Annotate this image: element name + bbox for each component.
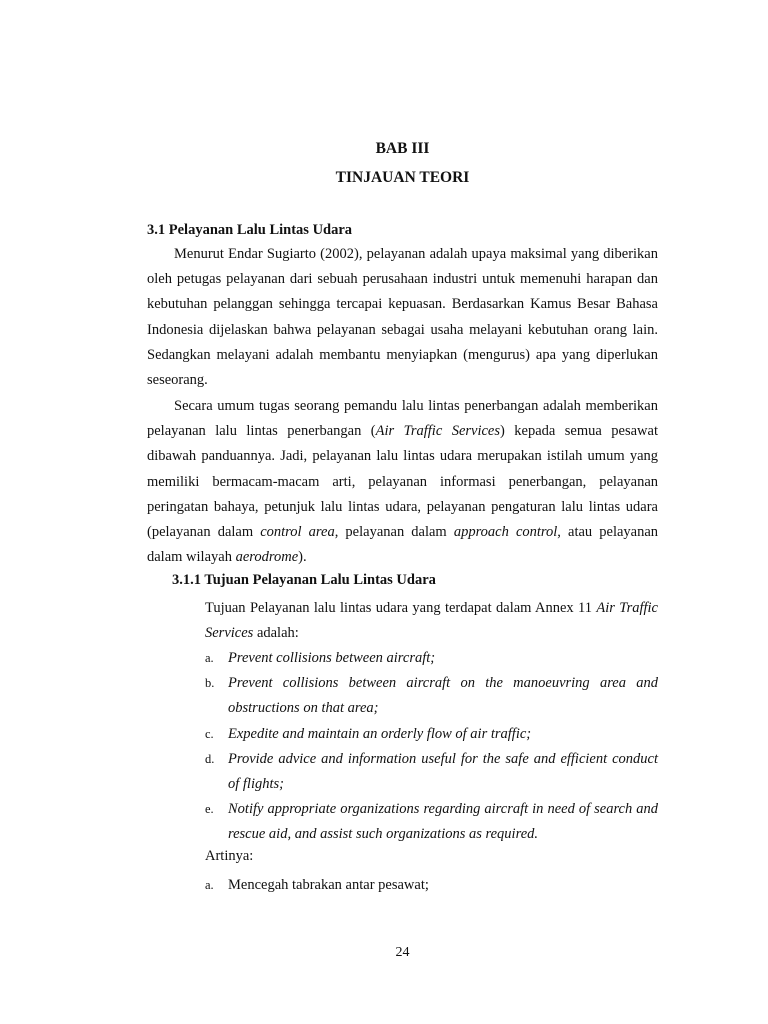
page-number: 24	[395, 945, 410, 960]
list-item-text: Prevent collisions between aircraft;	[228, 650, 436, 666]
list-item	[205, 646, 658, 671]
section-heading: 3.1 Pelayanan Lalu Lintas Udara	[147, 222, 353, 238]
list-item	[205, 797, 658, 847]
translation-label: Artinya:	[205, 848, 254, 864]
list-item-text: Mencegah tabrakan antar pesawat;	[228, 877, 429, 893]
section-paragraph-2: Secara umum tugas seorang pemandu lalu lintas penerbangan adalah memberikan pelayanan lalu lintas penerbangan (Air Traffic Services) kepada semua pesawat dibawah panduannya. Jadi, pelayanan lalu lintas udara merupakan istilah umum yang memiliki bermacam-macam arti, pelayanan informasi penerbangan, pelayanan peringatan bahaya, petunjuk lalu lintas udara, pelayanan pengaturan lalu lintas udara (pelayanan dalam control area, pelayanan dalam approach control, atau pelayanan dalam wilayah aerodrome).	[147, 398, 659, 566]
chapter-number: BAB III	[375, 140, 430, 157]
list-marker: a.	[205, 878, 214, 892]
objectives-list	[205, 646, 658, 848]
list-marker: d.	[205, 751, 215, 766]
list-item-text: Provide advice and information useful for the safe and efficient conduct of flights;	[228, 750, 658, 793]
list-item	[205, 722, 658, 747]
subsection-heading: 3.1.1 Tujuan Pelayanan Lalu Lintas Udara	[172, 572, 436, 588]
list-item	[205, 747, 658, 797]
list-item	[205, 671, 658, 721]
list-marker: e.	[205, 802, 214, 817]
chapter-title: TINJAUAN TEORI	[335, 169, 470, 186]
subsection-intro-paragraph: Tujuan Pelayanan lalu lintas udara yang terdapat dalam Annex 11 Air Traffic Services adalah:	[205, 600, 658, 642]
list-item	[205, 873, 658, 898]
list-item-text: Prevent collisions between aircraft on the manoeuvring area and obstructions on that area;	[228, 675, 658, 717]
list-marker: a.	[205, 651, 214, 665]
list-marker: c.	[205, 726, 214, 741]
section-paragraph-1: Menurut Endar Sugiarto (2002), pelayanan adalah upaya maksimal yang diberikan oleh petugas pelayanan dari sebuah perusahaan industri untuk memenuhi harapan dan kebutuhan pelanggan sehingga tercapai kepuasan. Berdasarkan Kamus Besar Bahasa Indonesia dijelaskan bahwa pelayanan sebagai usaha melayani kebutuhan orang lain. Sedangkan melayani adalah membantu menyiapkan (mengurus) apa yang diperlukan seseorang.	[147, 246, 658, 389]
list-item-text: Expedite and maintain an orderly flow of air traffic;	[228, 725, 532, 742]
translations-list	[205, 873, 658, 898]
list-marker: b.	[205, 676, 215, 691]
list-item-text: Notify appropriate organizations regarding aircraft in need of search and rescue aid, and assist such organizations as required.	[228, 801, 658, 843]
